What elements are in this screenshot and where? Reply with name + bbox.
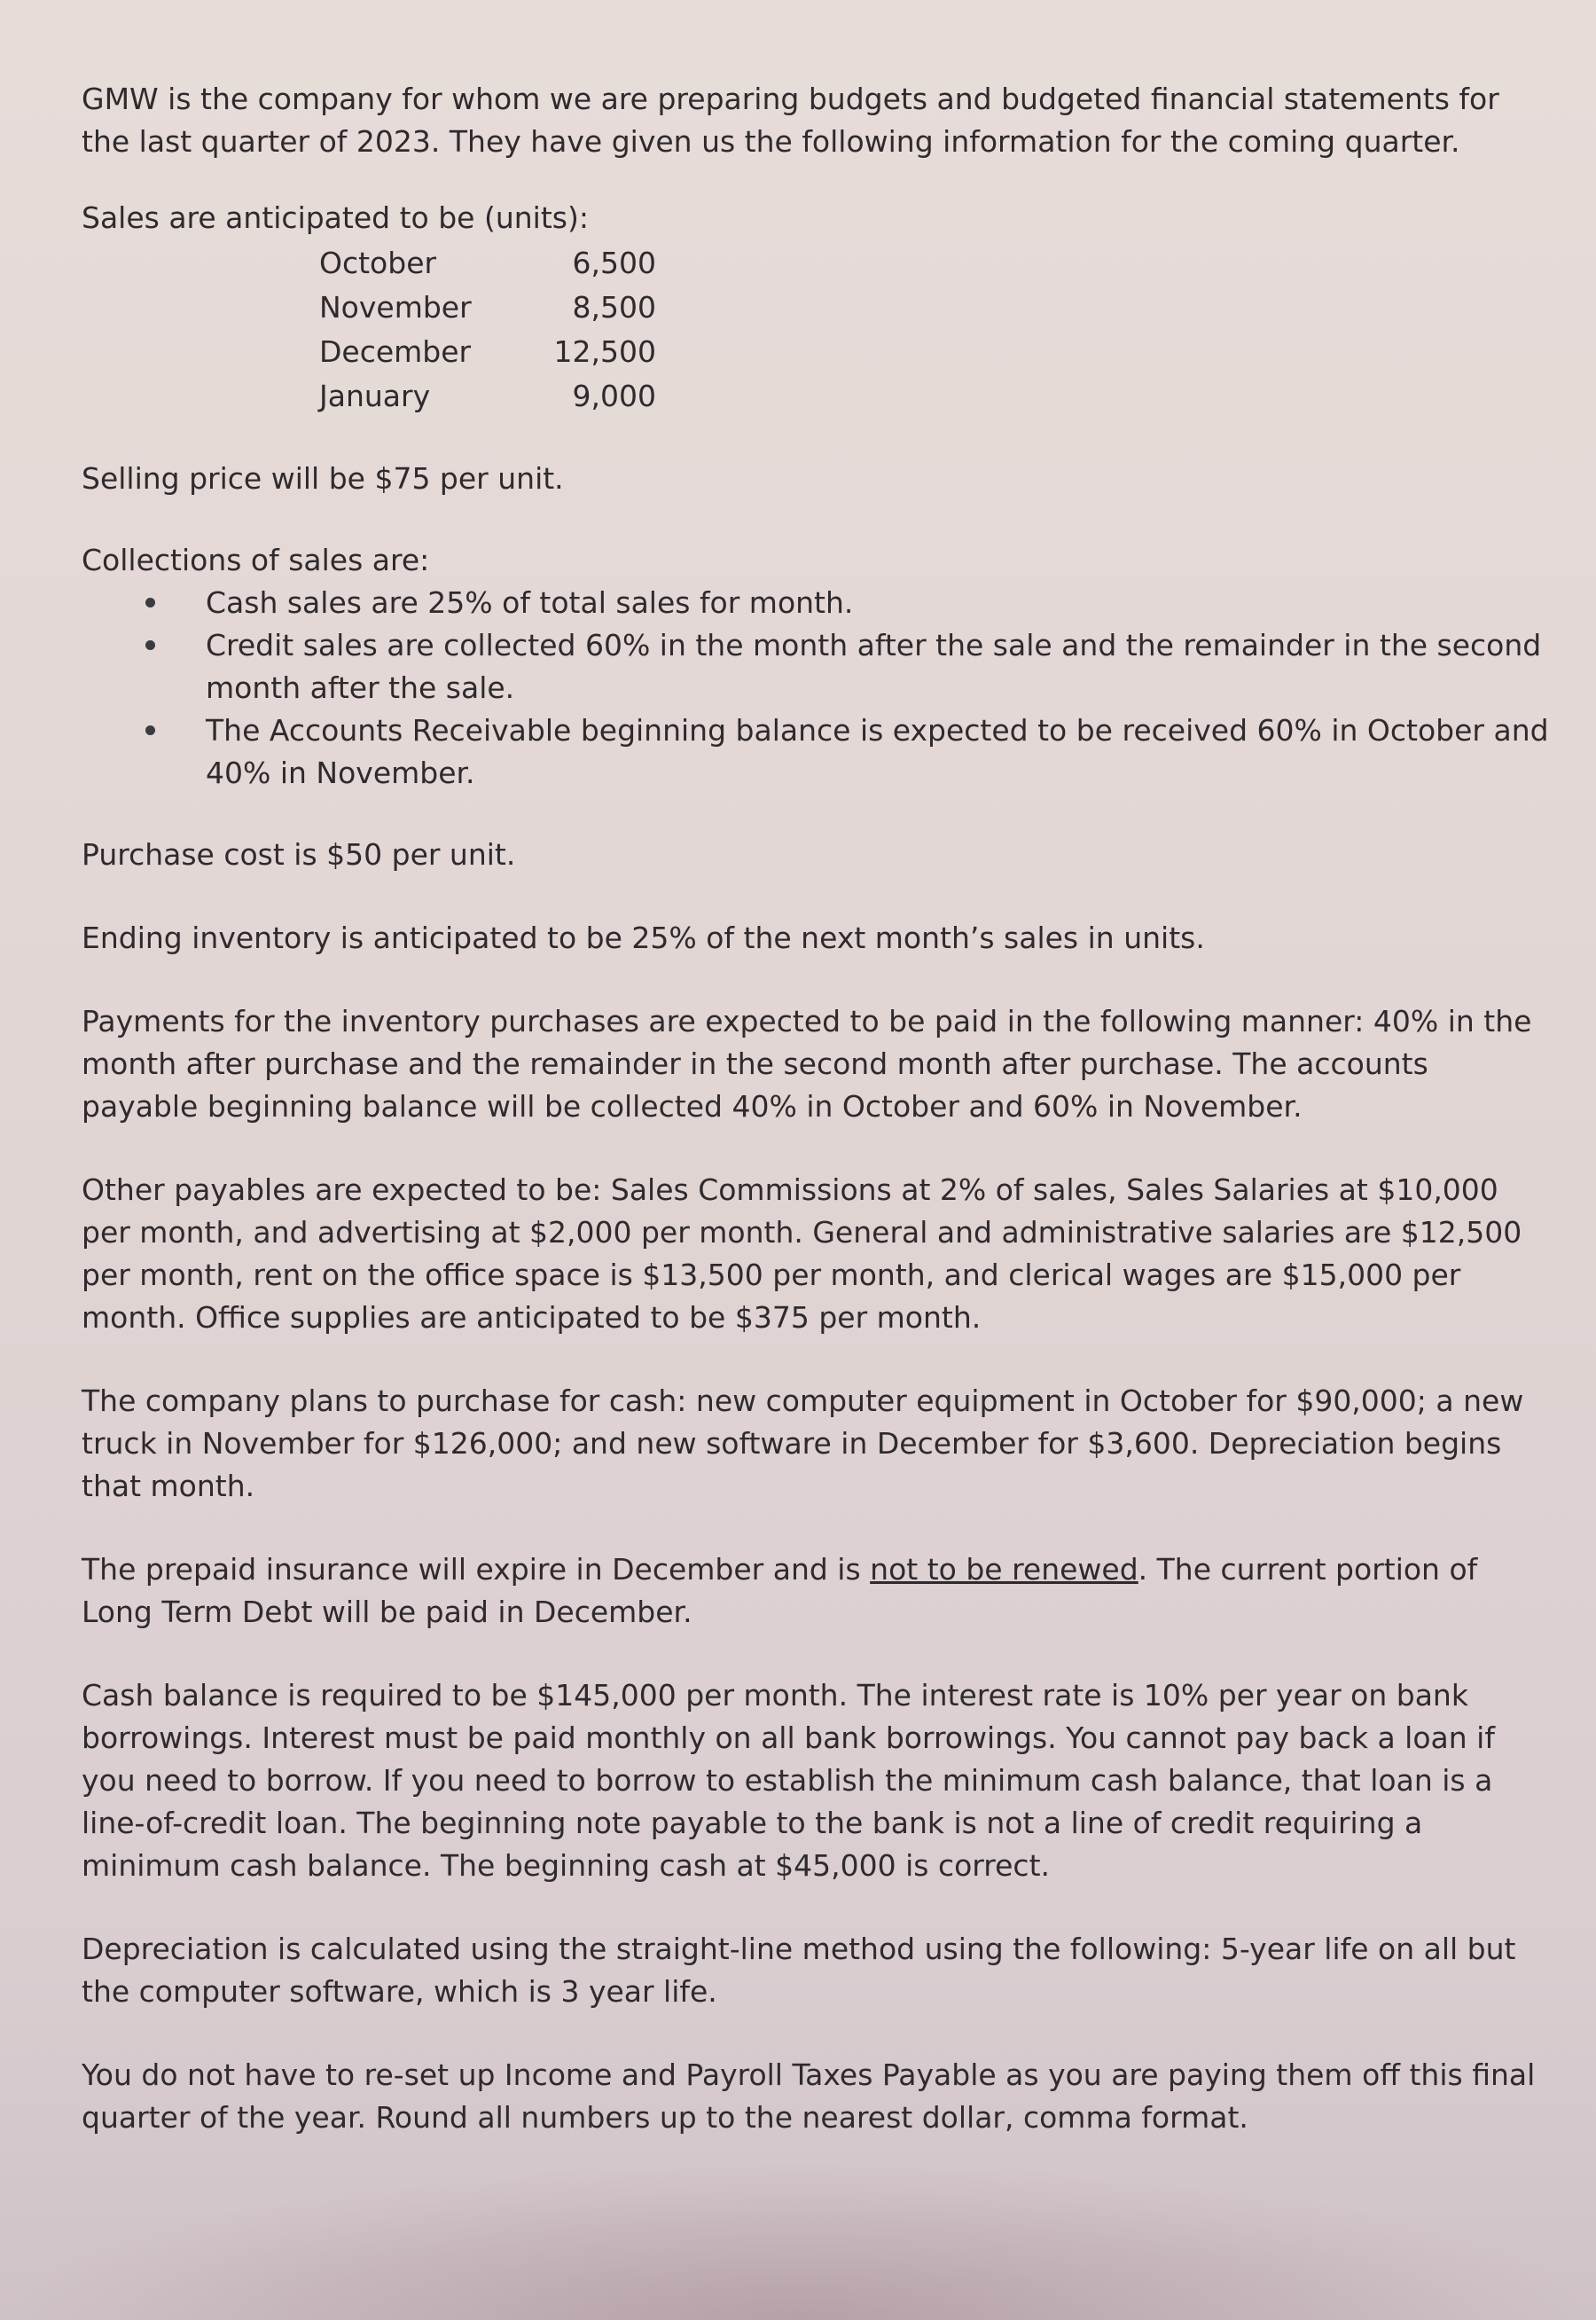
insurance-paragraph bbox=[82, 1548, 1553, 1634]
sales-units: 6,500 bbox=[572, 246, 656, 280]
ending-inventory: Ending inventory is anticipated to be 25% of the next month’s sales in units. bbox=[82, 921, 1205, 955]
sales-row-december bbox=[319, 330, 656, 374]
cash-purchases-paragraph: The company plans to purchase for cash: new computer equipment in October for $90,000; a new truck in November for $126,000; and new software in December for $3,600. Depreciation begins that month. bbox=[82, 1383, 1524, 1503]
sales-units: 12,500 bbox=[553, 334, 656, 369]
taxes-paragraph: You do not have to re-set up Income and Payroll Taxes Payable as you are paying them off this final quarter of the year. Round all numbers up to the nearest dollar, comma format. bbox=[82, 2057, 1536, 2135]
sales-units: 8,500 bbox=[572, 290, 656, 325]
sales-month: January bbox=[319, 379, 431, 413]
insurance-underlined: not to be renewed bbox=[870, 1552, 1138, 1587]
list-item bbox=[82, 582, 1553, 624]
payments-paragraph: Payments for the inventory purchases are expected to be paid in the following manner: 40% in the month after purchase and the remainder in the second month after purchase. The accounts payable beginning balance will be collected 40% in October and 60% in November. bbox=[82, 1004, 1532, 1124]
sales-title: Sales are anticipated to be (units): bbox=[82, 200, 589, 235]
insurance-text-after: . The current portion of Long Term Debt will be paid in December. bbox=[82, 1552, 1478, 1629]
sales-units-table bbox=[319, 241, 656, 419]
list-item bbox=[82, 709, 1553, 795]
selling-price: Selling price will be $75 per unit. bbox=[82, 461, 564, 496]
intro-paragraph: GMW is the company for whom we are preparing budgets and budgeted financial statements for the last quarter of 2023. They have given us the following information for the coming quarter. bbox=[82, 82, 1499, 159]
list-item-text: The Accounts Receivable beginning balance is expected to be received 60% in October and 40% in November. bbox=[206, 713, 1549, 790]
bullet-icon bbox=[145, 725, 155, 735]
insurance-text-before: The prepaid insurance will expire in December and is bbox=[82, 1552, 871, 1587]
sales-row-january bbox=[319, 374, 656, 419]
page-shadow bbox=[0, 2160, 1596, 2320]
bullet-icon bbox=[145, 640, 155, 650]
depreciation-paragraph: Depreciation is calculated using the straight-line method using the following: 5-year life on all but the computer software, which is 3 year life. bbox=[82, 1932, 1516, 2009]
list-item-text: Cash sales are 25% of total sales for month. bbox=[206, 585, 854, 620]
other-payables-paragraph: Other payables are expected to be: Sales Commissions at 2% of sales, Sales Salaries at $10,000 per month, and advertising at $2,000 per month. General and administrative salaries are $12,500 per month, rent on the office space is $13,500 per month, and clerical wages are $15,000 per month. Office supplies are anticipated to be $375 per month. bbox=[82, 1172, 1522, 1335]
cash-balance-paragraph: Cash balance is required to be $145,000 per month. The interest rate is 10% per year on bank borrowings. Interest must be paid monthly on all bank borrowings. You cannot pay back a loan if you need to borrow. If you need to borrow to establish the minimum cash balance, that loan is a line-of-credit loan. The beginning note payable to the bank is not a line of credit requiring a minimum cash balance. The beginning cash at $45,000 is correct. bbox=[82, 1678, 1495, 1883]
sales-units: 9,000 bbox=[572, 379, 656, 413]
document-page bbox=[82, 78, 1553, 2180]
sales-row-november bbox=[319, 286, 656, 330]
bullet-icon bbox=[145, 598, 155, 607]
collections-list bbox=[82, 582, 1553, 795]
list-item-text: Credit sales are collected 60% in the month after the sale and the remainder in the second month after the sale. bbox=[206, 628, 1542, 705]
list-item bbox=[82, 624, 1553, 709]
sales-month: October bbox=[319, 246, 437, 280]
purchase-cost: Purchase cost is $50 per unit. bbox=[82, 837, 516, 872]
collections-title: Collections of sales are: bbox=[82, 543, 430, 577]
sales-month: December bbox=[319, 334, 472, 369]
sales-month: November bbox=[319, 290, 472, 325]
sales-row-october bbox=[319, 241, 656, 286]
